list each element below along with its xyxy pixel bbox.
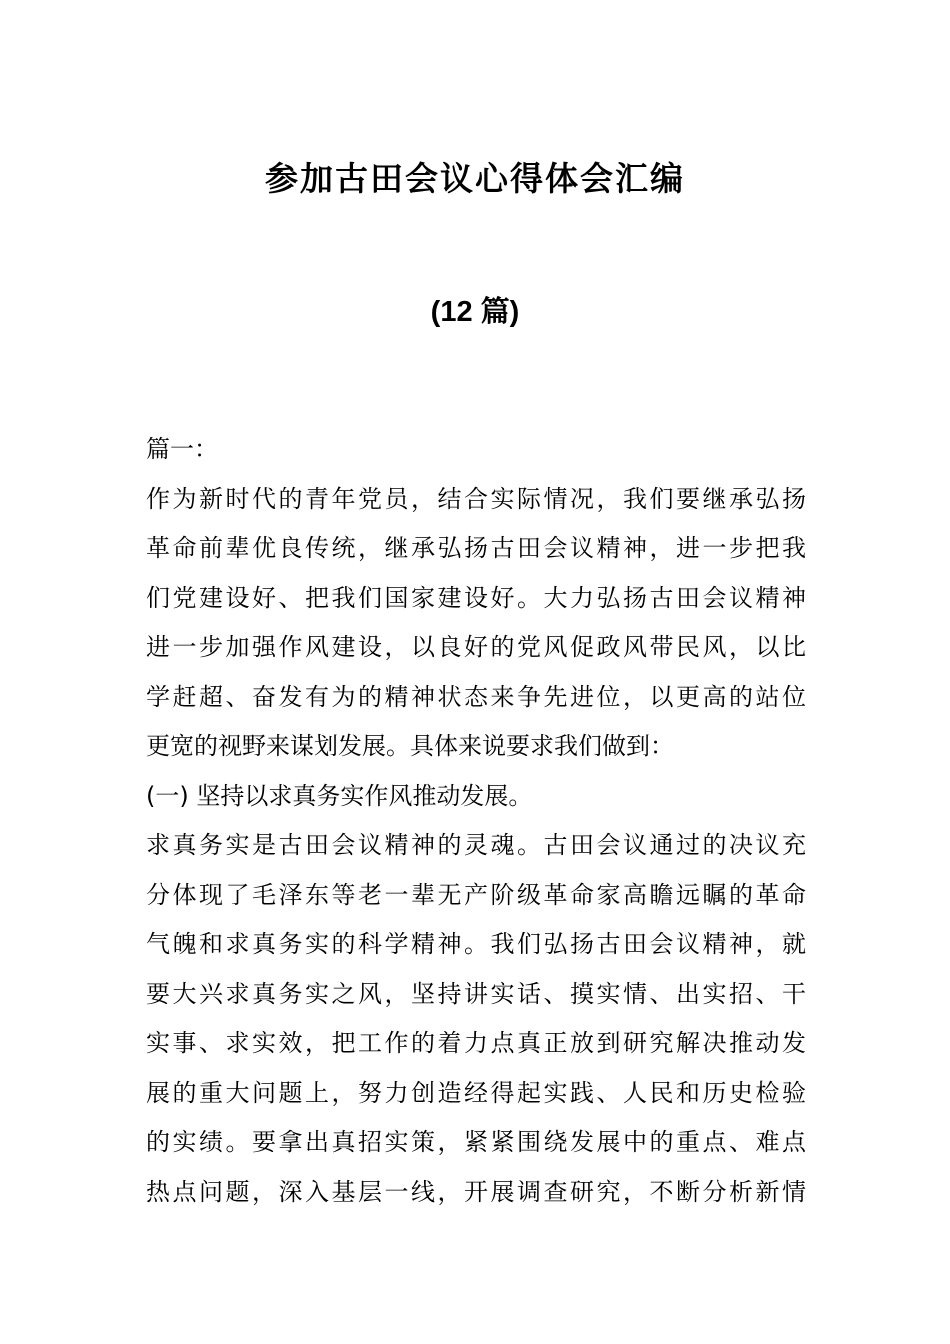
paragraph-line: 更宽的视野来谋划发展。具体来说要求我们做到： [146, 732, 674, 760]
document-subtitle: (12 篇) [430, 296, 520, 328]
paragraph-line: 展的重大问题上，努力创造经得起实践、人民和历史检验 [146, 1078, 806, 1107]
section-heading: 篇一： [146, 435, 218, 463]
paragraph-line: 要大兴求真务实之风，坚持讲实话、摸实情、出实招、干 [146, 979, 806, 1008]
document-body [146, 425, 806, 1217]
paragraph-line: 热点问题，深入基层一线，开展调查研究，不断分析新情 [146, 1177, 806, 1206]
paragraph-line: 们党建设好、把我们国家建设好。大力弘扬古田会议精神 [146, 583, 806, 612]
paragraph-line: 进一步加强作风建设，以良好的党风促政风带民风，以比 [146, 633, 806, 661]
paragraph-line: 分体现了毛泽东等老一辈无产阶级革命家高瞻远瞩的革命 [146, 880, 806, 909]
paragraph-line: 革命前辈优良传统，继承弘扬古田会议精神，进一步把我 [146, 534, 806, 562]
paragraph-line: 学赶超、奋发有为的精神状态来争先进位，以更高的站位 [146, 682, 806, 711]
paragraph-line: 求真务实是古田会议精神的灵魂。古田会议通过的决议充 [146, 831, 806, 859]
paragraph-line: 实事、求实效，把工作的着力点真正放到研究解决推动发 [146, 1029, 806, 1057]
paragraph-line: 的实绩。要拿出真招实策，紧紧围绕发展中的重点、难点 [146, 1128, 806, 1156]
paragraph-line: 作为新时代的青年党员，结合实际情况，我们要继承弘扬 [146, 484, 806, 513]
subsection-heading: (一) 坚持以求真务实作风推动发展。 [146, 781, 533, 810]
document-title: 参加古田会议心得体会汇编 [265, 159, 685, 198]
paragraph-line: 气魄和求真务实的科学精神。我们弘扬古田会议精神，就 [146, 930, 806, 958]
